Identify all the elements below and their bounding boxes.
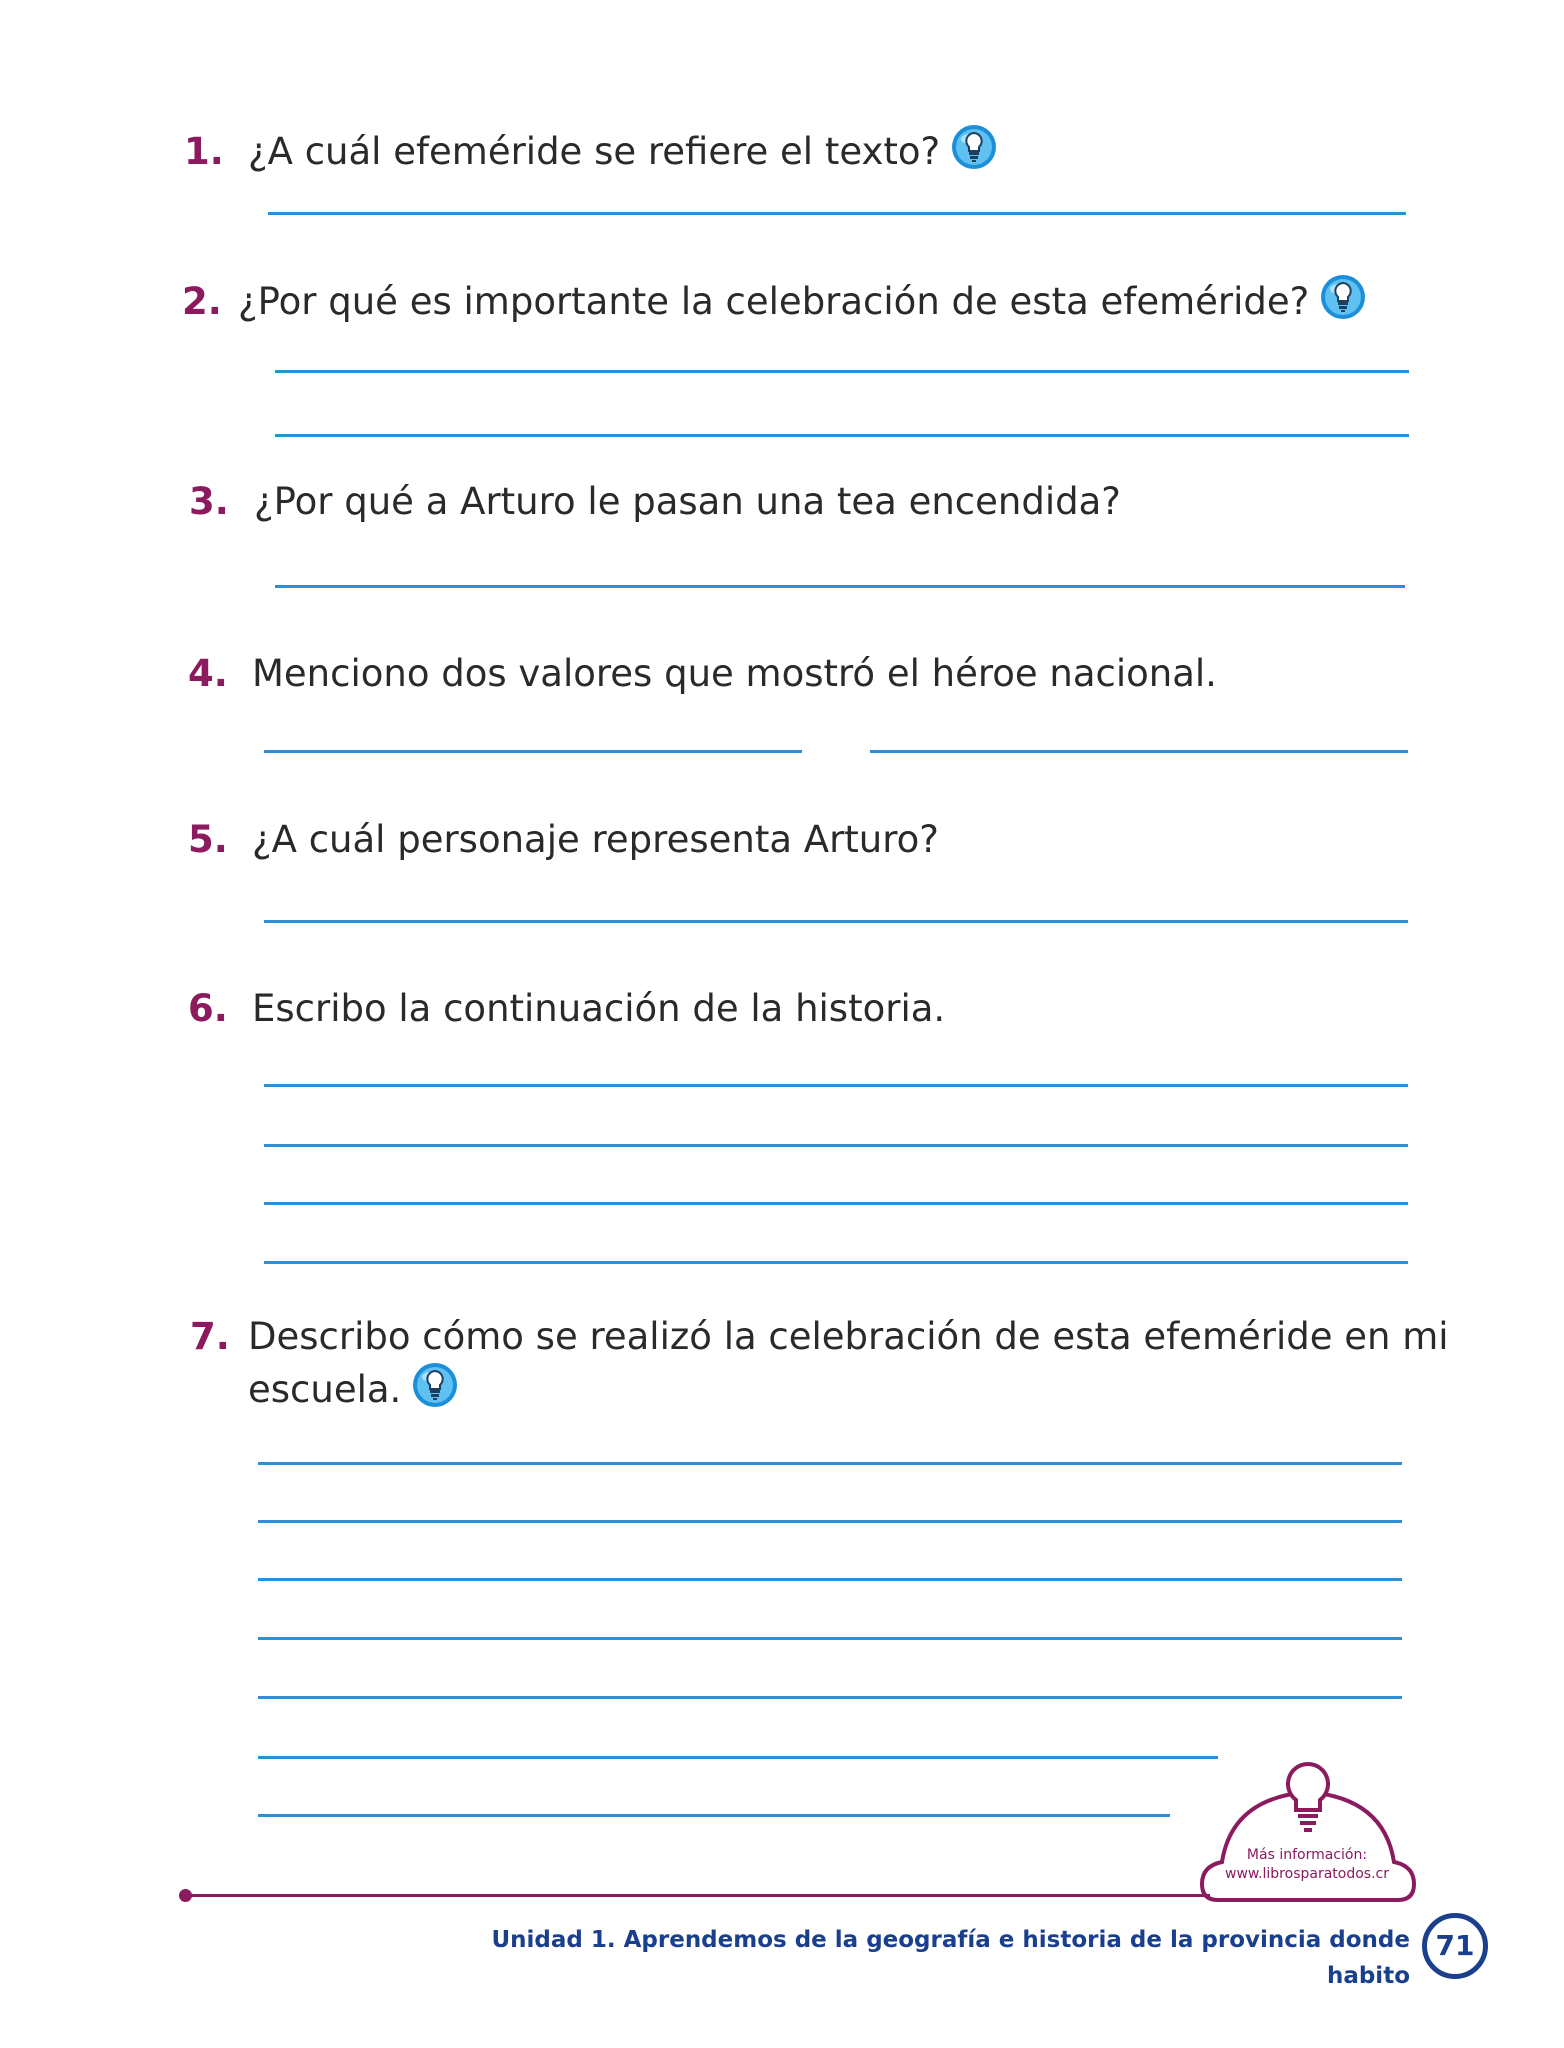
- answer-line[interactable]: [275, 434, 1409, 437]
- question-text: [252, 814, 939, 866]
- question-number: 2.: [182, 280, 222, 323]
- question-text: [254, 476, 1121, 528]
- answer-line[interactable]: [258, 1520, 1402, 1523]
- question-label: ¿Por qué a Arturo le pasan una tea encendida?: [254, 480, 1121, 523]
- answer-line[interactable]: [275, 585, 1405, 588]
- answer-line[interactable]: [264, 1261, 1408, 1264]
- answer-line[interactable]: [268, 212, 1406, 215]
- lightbulb-icon: [950, 123, 998, 171]
- question-label: Describo cómo se realizó la celebración de esta efeméride en mi: [248, 1315, 1449, 1358]
- answer-line[interactable]: [264, 1202, 1408, 1205]
- answer-line[interactable]: [264, 1144, 1408, 1147]
- answer-line[interactable]: [264, 750, 802, 753]
- question-label: Escribo la continuación de la historia.: [252, 987, 946, 1030]
- question-number: 3.: [189, 480, 229, 523]
- question-text: [238, 276, 1367, 328]
- page-number: 71: [1422, 1913, 1488, 1979]
- question-text: [252, 983, 945, 1035]
- answer-line[interactable]: [258, 1756, 1218, 1759]
- more-info-url[interactable]: www.librosparatodos.cr: [1225, 1866, 1389, 1882]
- answer-line[interactable]: [275, 370, 1409, 373]
- more-info-text: [1200, 1846, 1414, 1884]
- question-number: 6.: [188, 987, 228, 1030]
- answer-line[interactable]: [258, 1696, 1402, 1699]
- question-text: [248, 1311, 1449, 1363]
- unit-title: Unidad 1. Aprendemos de la geografía e historia de la provincia donde habito: [491, 1927, 1410, 1989]
- answer-line[interactable]: [258, 1637, 1402, 1640]
- question-label: ¿A cuál personaje representa Arturo?: [252, 818, 939, 861]
- question-number: 5.: [188, 818, 228, 861]
- answer-line[interactable]: [870, 750, 1408, 753]
- question-number: 7.: [190, 1315, 230, 1358]
- question-label: ¿Por qué es importante la celebración de esta efeméride?: [238, 280, 1310, 323]
- answer-line[interactable]: [258, 1814, 1170, 1817]
- more-info-badge: [1198, 1758, 1418, 1908]
- question-label-continued: escuela.: [248, 1368, 402, 1411]
- more-info-label: Más información:: [1246, 1847, 1368, 1863]
- question-label: ¿A cuál efeméride se refiere el texto?: [248, 130, 941, 173]
- question-number: 4.: [188, 652, 228, 695]
- lightbulb-icon: [411, 1361, 459, 1409]
- question-number: 1.: [184, 130, 224, 173]
- lightbulb-icon: [1319, 273, 1367, 321]
- answer-line[interactable]: [264, 1084, 1408, 1087]
- answer-line[interactable]: [258, 1578, 1402, 1581]
- question-text: [252, 648, 1217, 700]
- question-label: Menciono dos valores que mostró el héroe nacional.: [252, 652, 1217, 695]
- footer-divider: [184, 1894, 1210, 1897]
- question-text: [248, 1364, 459, 1416]
- answer-line[interactable]: [264, 920, 1408, 923]
- answer-line[interactable]: [258, 1462, 1402, 1465]
- question-text: [248, 126, 998, 178]
